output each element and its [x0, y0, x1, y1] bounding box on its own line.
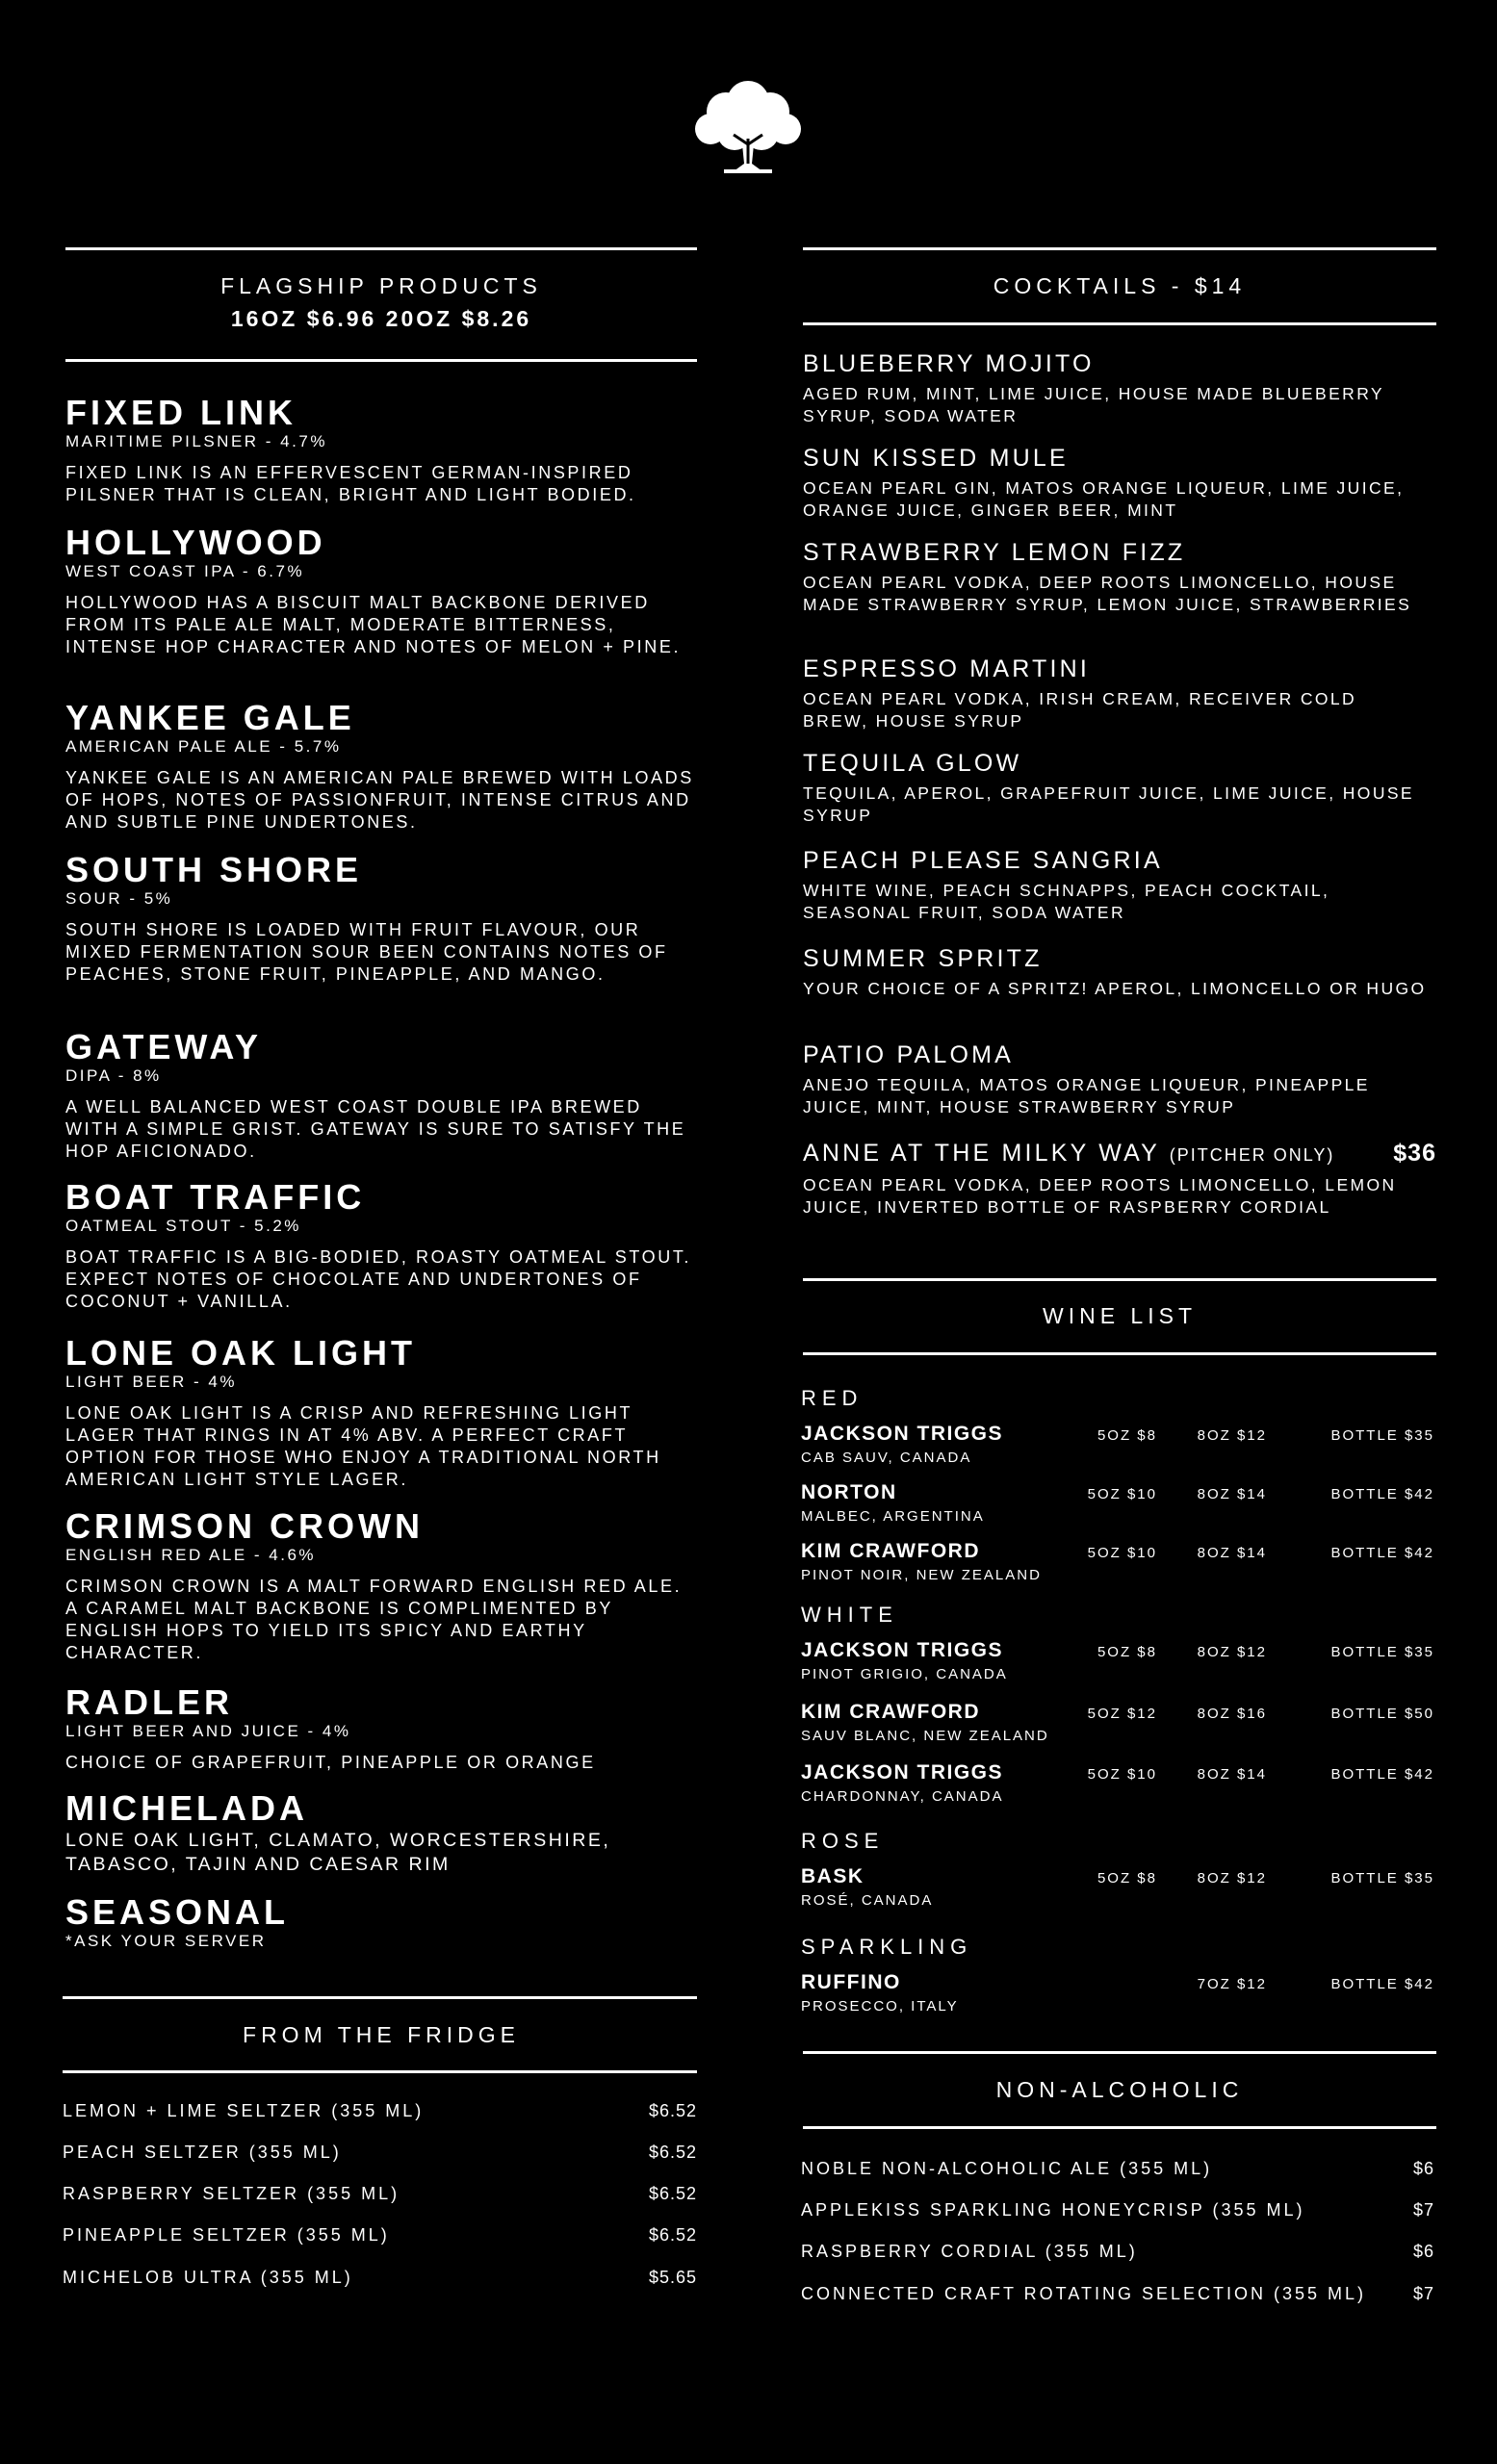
beer-name: MICHELADA: [65, 1788, 308, 1828]
beer-description: A WELL BALANCED WEST COAST DOUBLE IPA BREWED WITH A SIMPLE GRIST. GATEWAY IS SURE TO SATISFY THE HOP AFICIONADO.: [65, 1097, 686, 1161]
beer-name: CRIMSON CROWN: [65, 1506, 424, 1546]
cocktail-item: [803, 749, 1436, 827]
beer-name: YANKEE GALE: [65, 698, 355, 737]
wine-price-glass: 8OZ $16: [1197, 1706, 1267, 1722]
wine-item: [801, 1865, 1436, 1915]
cocktail-description: TEQUILA, APEROL, GRAPEFRUIT JUICE, LIME JUICE, HOUSE SYRUP: [803, 783, 1414, 825]
wine-origin: MALBEC, ARGENTINA: [801, 1508, 985, 1525]
beer-name: GATEWAY: [65, 1027, 263, 1066]
divider: [803, 2126, 1436, 2129]
cocktail-description: OCEAN PEARL VODKA, IRISH CREAM, RECEIVER COLD BREW, HOUSE SYRUP: [803, 689, 1357, 731]
wine-category-label: ROSE: [801, 1829, 885, 1853]
wine-price-5oz: 5OZ $10: [1087, 1486, 1157, 1502]
wine-price-5oz: 5OZ $10: [1087, 1766, 1157, 1783]
beer-item: [65, 1790, 697, 1877]
wine-price-glass: 8OZ $14: [1197, 1486, 1267, 1502]
beer-style: MARITIME PILSNER - 4.7%: [65, 432, 327, 450]
wine-item: [801, 1639, 1436, 1689]
beer-description: HOLLYWOOD HAS A BISCUIT MALT BACKBONE DERIVED FROM ITS PALE ALE MALT, MODERATE BITTERNESS, INTENSE HOP CHARACTER AND NOTES OF MELON + PINE.: [65, 593, 682, 656]
wine-name: KIM CRAWFORD: [801, 1540, 980, 1562]
beer-item: [65, 852, 697, 986]
beer-name: SEASONAL: [65, 1892, 290, 1932]
divider: [63, 1996, 697, 1999]
divider: [803, 2051, 1436, 2054]
wine-price-bottle: BOTTLE $35: [1330, 1427, 1434, 1444]
wine-category-label: WHITE: [801, 1603, 898, 1627]
wine-price-bottle: BOTTLE $42: [1330, 1545, 1434, 1561]
fridge-item: [63, 2268, 697, 2288]
wine-name: KIM CRAWFORD: [801, 1701, 980, 1723]
wine-item: [801, 1481, 1436, 1531]
wine-origin: ROSÉ, CANADA: [801, 1892, 934, 1909]
beer-description: BOAT TRAFFIC IS A BIG-BODIED, ROASTY OATMEAL STOUT. EXPECT NOTES OF CHOCOLATE AND UNDERTONES OF COCONUT + VANILLA.: [65, 1247, 692, 1311]
special-cocktail-name: ANNE AT THE MILKY WAY: [803, 1140, 1160, 1167]
wine-name: RUFFINO: [801, 1971, 901, 1993]
fridge-item: [63, 2143, 697, 2163]
nonalcoholic-item: [801, 2284, 1436, 2304]
cocktail-description: OCEAN PEARL VODKA, DEEP ROOTS LIMONCELLO, HOUSE MADE STRAWBERRY SYRUP, LEMON JUICE, STRAWBERRIES: [803, 573, 1412, 614]
beer-style: LIGHT BEER - 4%: [65, 1373, 237, 1391]
beer-style: LONE OAK LIGHT, CLAMATO, WORCESTERSHIRE, TABASCO, TAJIN AND CAESAR RIM: [65, 1830, 611, 1875]
wine-name: JACKSON TRIGGS: [801, 1639, 1004, 1661]
beer-item: [65, 1029, 697, 1163]
nonalcoholic-item-price: $7: [1412, 2284, 1434, 2303]
divider: [803, 322, 1436, 325]
fridge-item-name: PEACH SELTZER (355 ML): [63, 2143, 342, 2162]
fridge-item-price: $6.52: [648, 2184, 697, 2203]
fridge-item: [63, 2101, 697, 2121]
divider: [803, 247, 1436, 250]
nonalcoholic-item-price: $6: [1412, 2242, 1434, 2261]
wine-name: JACKSON TRIGGS: [801, 1761, 1004, 1784]
fridge-item-name: PINEAPPLE SELTZER (355 ML): [63, 2225, 390, 2245]
beer-style: SOUR - 5%: [65, 889, 173, 908]
fridge-item-name: LEMON + LIME SELTZER (355 ML): [63, 2101, 425, 2120]
fridge-item-name: MICHELOB ULTRA (355 ML): [63, 2268, 353, 2287]
divider: [65, 247, 697, 250]
wine-item: [801, 1761, 1436, 1811]
cocktail-name: BLUEBERRY MOJITO: [803, 350, 1095, 377]
cocktail-name: PEACH PLEASE SANGRIA: [803, 847, 1163, 874]
nonalcoholic-item-name: CONNECTED CRAFT ROTATING SELECTION (355 ML): [801, 2284, 1367, 2303]
special-cocktail-note: (PITCHER ONLY): [1169, 1145, 1335, 1165]
beer-name: SOUTH SHORE: [65, 850, 363, 889]
beer-style: OATMEAL STOUT - 5.2%: [65, 1217, 301, 1235]
wine-price-5oz: 5OZ $8: [1097, 1870, 1157, 1886]
flagship-title: FLAGSHIP PRODUCTS: [220, 273, 542, 298]
wine-item: [801, 1540, 1436, 1590]
beer-style: WEST COAST IPA - 6.7%: [65, 562, 305, 580]
cocktail-name: STRAWBERRY LEMON FIZZ: [803, 539, 1186, 566]
wine-price-bottle: BOTTLE $50: [1330, 1706, 1434, 1722]
divider: [65, 359, 697, 362]
nonalcoholic-item-price: $6: [1412, 2159, 1434, 2178]
fridge-item-price: $6.52: [648, 2225, 697, 2245]
cocktail-item: [803, 538, 1436, 616]
wine-origin: PINOT GRIGIO, CANADA: [801, 1666, 1008, 1682]
wine-origin: SAUV BLANC, NEW ZEALAND: [801, 1728, 1049, 1744]
beer-item: [65, 1508, 697, 1664]
fridge-item-price: $5.65: [648, 2268, 697, 2287]
nonalcoholic-item-name: NOBLE NON-ALCOHOLIC ALE (355 ML): [801, 2159, 1213, 2178]
beer-style: *ASK YOUR SERVER: [65, 1932, 267, 1950]
wine-price-5oz: 5OZ $8: [1097, 1644, 1157, 1660]
beer-name: FIXED LINK: [65, 393, 297, 432]
beer-item: [65, 700, 697, 834]
fridge-item: [63, 2184, 697, 2204]
fridge-item-price: $6.52: [648, 2101, 697, 2120]
beer-style: DIPA - 8%: [65, 1066, 162, 1085]
cocktail-item: [803, 654, 1436, 732]
cocktail-item: [803, 846, 1436, 924]
wine-price-5oz: 5OZ $12: [1087, 1706, 1157, 1722]
wine-price-glass: 8OZ $14: [1197, 1766, 1267, 1783]
divider: [63, 2070, 697, 2073]
nonalcoholic-item-name: APPLEKISS SPARKLING HONEYCRISP (355 ML): [801, 2200, 1305, 2220]
wine-origin: PROSECCO, ITALY: [801, 1998, 959, 2015]
beer-description: CRIMSON CROWN IS A MALT FORWARD ENGLISH RED ALE. A CARAMEL MALT BACKBONE IS COMPLIMENTED BY ENGLISH HOPS TO YIELD ITS SPICY AND EARTHY CHARACTER.: [65, 1577, 683, 1662]
beer-description: FIXED LINK IS AN EFFERVESCENT GERMAN-INSPIRED PILSNER THAT IS CLEAN, BRIGHT AND LIGHT BODIED.: [65, 463, 636, 504]
beer-description: YANKEE GALE IS AN AMERICAN PALE BREWED WITH LOADS OF HOPS, NOTES OF PASSIONFRUIT, INTENSE CITRUS AND AND SUBTLE PINE UNDERTONES.: [65, 768, 694, 832]
fridge-item-name: RASPBERRY SELTZER (355 ML): [63, 2184, 400, 2203]
tree-logo-icon: [691, 75, 805, 175]
cocktail-description: YOUR CHOICE OF A SPRITZ! APEROL, LIMONCELLO OR HUGO: [803, 979, 1427, 998]
wine-name: BASK: [801, 1865, 865, 1887]
wine-category-label: RED: [801, 1386, 864, 1410]
cocktail-name: SUMMER SPRITZ: [803, 945, 1043, 972]
beer-name: HOLLYWOOD: [65, 523, 326, 562]
wine-price-bottle: BOTTLE $35: [1330, 1870, 1434, 1886]
nonalcoholic-item-name: RASPBERRY CORDIAL (355 ML): [801, 2242, 1138, 2261]
wine-category-label: SPARKLING: [801, 1935, 973, 1959]
beer-name: BOAT TRAFFIC: [65, 1177, 366, 1217]
nonalcoholic-item: [801, 2242, 1436, 2262]
divider: [803, 1352, 1436, 1355]
wine-item: [801, 1971, 1436, 2021]
beer-style: LIGHT BEER AND JUICE - 4%: [65, 1722, 351, 1740]
beer-item: [65, 525, 697, 658]
nonalcoholic-item-price: $7: [1412, 2200, 1434, 2220]
wine-item: [801, 1423, 1436, 1473]
beer-item: [65, 1179, 697, 1313]
cocktail-description: AGED RUM, MINT, LIME JUICE, HOUSE MADE BLUEBERRY SYRUP, SODA WATER: [803, 384, 1384, 425]
beer-item: [65, 1335, 697, 1491]
special-cocktail: [803, 1139, 1436, 1169]
divider: [803, 1278, 1436, 1281]
wine-name: JACKSON TRIGGS: [801, 1423, 1004, 1445]
special-cocktail-price: $36: [1393, 1140, 1436, 1167]
cocktails-title: COCKTAILS - $14: [993, 273, 1247, 298]
wine-price-bottle: BOTTLE $42: [1330, 1976, 1434, 1992]
cocktail-description: WHITE WINE, PEACH SCHNAPPS, PEACH COCKTAIL, SEASONAL FRUIT, SODA WATER: [803, 881, 1330, 922]
cocktail-name: SUN KISSED MULE: [803, 445, 1069, 472]
beer-name: LONE OAK LIGHT: [65, 1333, 416, 1373]
wine-price-glass: 8OZ $14: [1197, 1545, 1267, 1561]
wine-price-glass: 8OZ $12: [1197, 1644, 1267, 1660]
nonalcoholic-item: [801, 2200, 1436, 2220]
beer-description: LONE OAK LIGHT IS A CRISP AND REFRESHING LIGHT LAGER THAT RINGS IN AT 4% ABV. A PERFECT CRAFT OPTION FOR THOSE WHO ENJOY A TRADITIONAL NORTH AMERICAN LIGHT STYLE LAGER.: [65, 1403, 661, 1489]
fridge-item: [63, 2225, 697, 2246]
cocktail-item: [803, 944, 1436, 1000]
wine-price-glass: 8OZ $12: [1197, 1870, 1267, 1886]
wine-price-bottle: BOTTLE $35: [1330, 1644, 1434, 1660]
cocktail-item: [803, 349, 1436, 427]
wine-origin: CHARDONNAY, CANADA: [801, 1788, 1004, 1805]
wine-title: WINE LIST: [1042, 1303, 1197, 1328]
cocktail-name: PATIO PALOMA: [803, 1041, 1014, 1068]
wine-price-glass: 7OZ $12: [1197, 1976, 1267, 1992]
beer-name: RADLER: [65, 1682, 233, 1722]
cocktail-item: [803, 444, 1436, 522]
beer-description: CHOICE OF GRAPEFRUIT, PINEAPPLE OR ORANGE: [65, 1753, 596, 1772]
cocktail-description: OCEAN PEARL GIN, MATOS ORANGE LIQUEUR, LIME JUICE, ORANGE JUICE, GINGER BEER, MINT: [803, 478, 1405, 520]
wine-price-5oz: 5OZ $10: [1087, 1545, 1157, 1561]
wine-price-bottle: BOTTLE $42: [1330, 1766, 1434, 1783]
beer-item: [65, 395, 697, 506]
cocktail-name: ESPRESSO MARTINI: [803, 655, 1091, 682]
beer-item: [65, 1684, 697, 1774]
beer-style: AMERICAN PALE ALE - 5.7%: [65, 737, 342, 756]
cocktail-name: TEQUILA GLOW: [803, 750, 1022, 777]
flagship-prices: 16OZ $6.96 20OZ $8.26: [230, 306, 532, 331]
fridge-title: FROM THE FRIDGE: [243, 2022, 520, 2047]
fridge-item-price: $6.52: [648, 2143, 697, 2162]
nonalcoholic-item: [801, 2159, 1436, 2179]
wine-name: NORTON: [801, 1481, 897, 1503]
wine-origin: CAB SAUV, CANADA: [801, 1450, 972, 1466]
wine-price-bottle: BOTTLE $42: [1330, 1486, 1434, 1502]
wine-price-5oz: 5OZ $8: [1097, 1427, 1157, 1444]
beer-item: [65, 1894, 697, 1952]
cocktail-description: ANEJO TEQUILA, MATOS ORANGE LIQUEUR, PINEAPPLE JUICE, MINT, HOUSE STRAWBERRY SYRUP: [803, 1075, 1370, 1116]
cocktail-item: [803, 1040, 1436, 1118]
nonalcoholic-title: NON-ALCOHOLIC: [995, 2077, 1244, 2102]
wine-origin: PINOT NOIR, NEW ZEALAND: [801, 1567, 1042, 1583]
wine-item: [801, 1701, 1436, 1751]
special-cocktail-desc: OCEAN PEARL VODKA, DEEP ROOTS LIMONCELLO, LEMON JUICE, INVERTED BOTTLE OF RASPBERRY CORDIAL: [803, 1175, 1397, 1217]
wine-price-glass: 8OZ $12: [1197, 1427, 1267, 1444]
beer-description: SOUTH SHORE IS LOADED WITH FRUIT FLAVOUR, OUR MIXED FERMENTATION SOUR BEEN CONTAINS NOTES OF PEACHES, STONE FRUIT, PINEAPPLE, AND MANGO.: [65, 920, 668, 984]
beer-style: ENGLISH RED ALE - 4.6%: [65, 1546, 317, 1564]
